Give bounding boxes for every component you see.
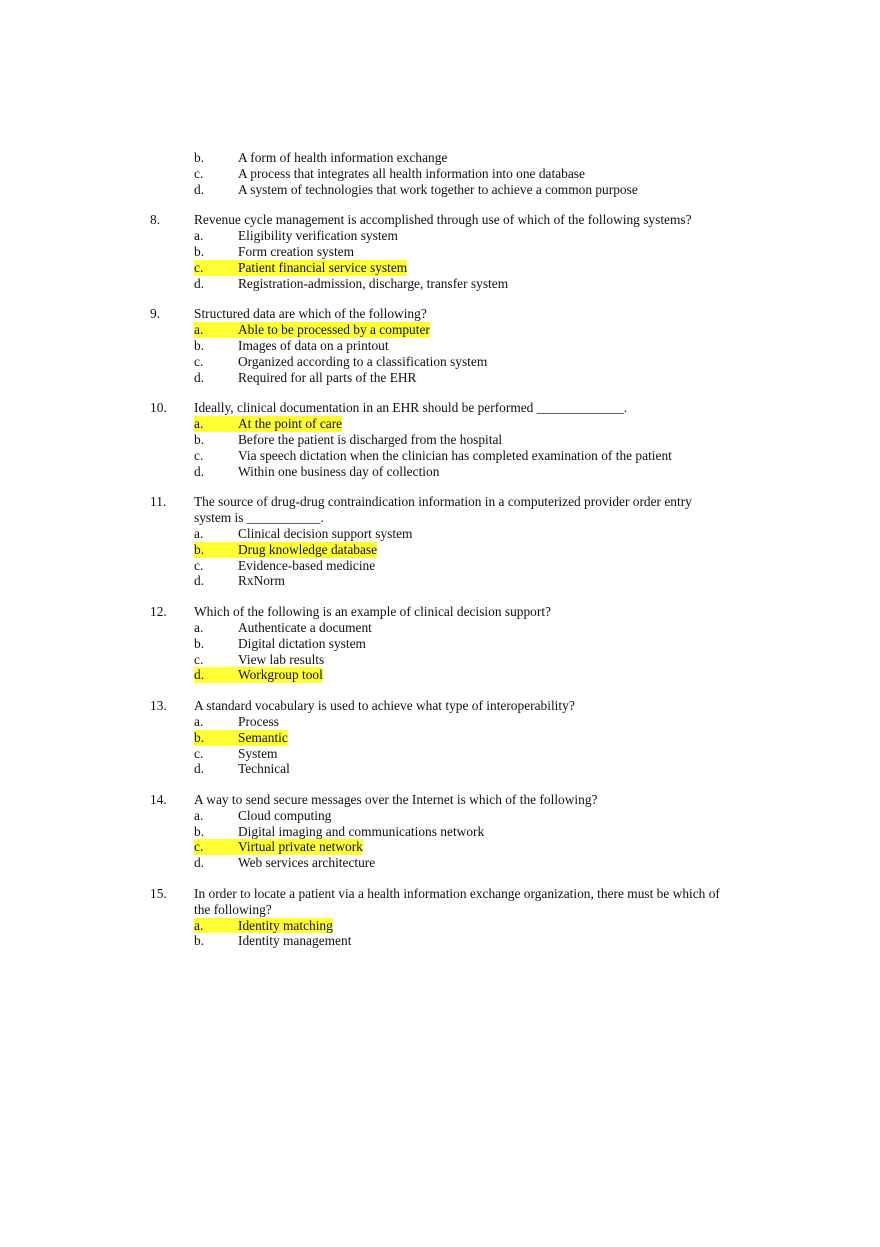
option-body [194, 338, 389, 354]
option-body [194, 464, 439, 480]
question-stem [0, 604, 880, 620]
option-body [194, 150, 447, 166]
option-body [194, 354, 487, 370]
option-text: Virtual private network [238, 839, 363, 855]
option-letter: d. [194, 275, 205, 291]
answer-option [0, 620, 880, 636]
question-stem [0, 400, 880, 416]
question-number: 8. [150, 212, 161, 228]
option-letter: b. [194, 431, 205, 447]
option-body [194, 855, 375, 871]
option-letter: a. [194, 917, 204, 933]
option-letter: c. [194, 353, 204, 369]
option-letter: d. [194, 573, 205, 589]
answer-option [0, 714, 880, 730]
option-body [194, 558, 375, 574]
option-text: Eligibility verification system [238, 228, 398, 244]
option-letter: d. [194, 181, 205, 197]
answer-option [0, 150, 880, 166]
option-letter: a. [194, 228, 204, 244]
question-text: A way to send secure messages over the Internet is which of the following? [194, 792, 598, 808]
option-text: Patient financial service system [238, 259, 408, 275]
option-letter: a. [194, 619, 204, 635]
option-letter: c. [194, 447, 204, 463]
option-body [194, 166, 585, 182]
option-letter: d. [194, 761, 205, 777]
question-document [0, 150, 880, 964]
question-number: 9. [150, 306, 161, 322]
option-text: Before the patient is discharged from the hospital [238, 431, 503, 447]
option-letter: c. [194, 259, 204, 275]
option-letter: c. [194, 745, 204, 761]
answer-option [0, 573, 880, 589]
option-letter: b. [194, 635, 205, 651]
question-stem [0, 212, 880, 228]
answer-option [0, 260, 880, 276]
option-letter: d. [194, 369, 205, 385]
answer-option [0, 370, 880, 386]
option-text: Within one business day of collection [238, 463, 440, 479]
option-text: System [238, 745, 278, 761]
answer-option [0, 746, 880, 762]
option-text: Organized according to a classification system [238, 353, 488, 369]
question-number: 12. [150, 604, 167, 620]
answer-option [0, 448, 880, 464]
option-text: Images of data on a printout [238, 337, 389, 353]
answer-option [0, 730, 880, 746]
answer-highlight [194, 322, 430, 338]
question-text: Revenue cycle management is accomplished through use of which of the following systems? [194, 212, 692, 228]
answer-option [0, 464, 880, 480]
question-block [0, 306, 880, 385]
option-letter: c. [194, 557, 204, 573]
option-body [194, 714, 279, 730]
option-text: Web services architecture [238, 855, 376, 871]
question-list [0, 212, 880, 949]
question-number: 13. [150, 698, 167, 714]
answer-option [0, 824, 880, 840]
option-body [194, 746, 277, 762]
answer-highlight [194, 542, 377, 558]
question-text: Ideally, clinical documentation in an EHR should be performed _____________. [194, 400, 628, 416]
answer-option [0, 918, 880, 934]
question-number: 11. [150, 494, 167, 510]
option-body [194, 276, 508, 292]
answer-highlight [194, 839, 363, 855]
answer-option [0, 636, 880, 652]
option-text: Digital imaging and communications network [238, 823, 485, 839]
option-body [194, 228, 398, 244]
answer-option [0, 526, 880, 542]
question-number: 15. [150, 886, 167, 902]
option-text: Process [238, 713, 279, 729]
option-body [194, 761, 290, 777]
question-stem [0, 494, 880, 526]
option-text: RxNorm [238, 573, 285, 589]
question-number: 10. [150, 400, 167, 416]
option-body [194, 526, 412, 542]
option-text: Workgroup tool [238, 667, 323, 683]
option-body [194, 808, 331, 824]
option-text: At the point of care [238, 416, 343, 432]
answer-option [0, 933, 880, 949]
answer-option [0, 338, 880, 354]
question-stem [0, 886, 880, 918]
option-letter: d. [194, 855, 205, 871]
answer-option [0, 182, 880, 198]
answer-option [0, 354, 880, 370]
option-letter: a. [194, 322, 204, 338]
answer-option [0, 244, 880, 260]
option-text: Authenticate a document [238, 619, 372, 635]
option-body [194, 432, 502, 448]
option-text: Able to be processed by a computer [238, 322, 430, 338]
option-letter: a. [194, 525, 204, 541]
answer-option [0, 228, 880, 244]
answer-option [0, 652, 880, 668]
option-letter: b. [194, 933, 205, 949]
question-stem [0, 792, 880, 808]
continuation-options [0, 150, 880, 197]
option-text: Evidence-based medicine [238, 557, 376, 573]
option-letter: b. [194, 541, 205, 557]
option-letter: a. [194, 807, 204, 823]
option-body [194, 620, 372, 636]
question-text: Which of the following is an example of clinical decision support? [194, 604, 551, 620]
option-letter: b. [194, 337, 205, 353]
option-letter: b. [194, 729, 205, 745]
option-text: Required for all parts of the EHR [238, 369, 417, 385]
question-text: The source of drug-drug contraindication information in a computerized provider order entry system is ___________. [194, 494, 692, 526]
option-letter: b. [194, 243, 205, 259]
option-body [194, 182, 638, 198]
option-text: Semantic [238, 729, 288, 745]
question-number: 14. [150, 792, 167, 808]
answer-option [0, 276, 880, 292]
option-text: A system of technologies that work together to achieve a common purpose [238, 181, 638, 197]
option-body [194, 573, 285, 589]
question-text: A standard vocabulary is used to achieve what type of interoperability? [194, 698, 575, 714]
option-text: Registration-admission, discharge, transfer system [238, 275, 509, 291]
answer-option [0, 432, 880, 448]
option-letter: a. [194, 713, 204, 729]
question-block [0, 494, 880, 589]
answer-option [0, 839, 880, 855]
option-body [194, 636, 366, 652]
answer-option [0, 761, 880, 777]
option-body [194, 370, 417, 386]
question-block [0, 886, 880, 949]
option-text: A process that integrates all health information into one database [238, 165, 585, 181]
option-letter: b. [194, 150, 205, 165]
answer-option [0, 542, 880, 558]
answer-highlight [194, 260, 407, 276]
question-stem [0, 698, 880, 714]
answer-option [0, 667, 880, 683]
option-body [194, 824, 484, 840]
answer-highlight [194, 416, 342, 432]
question-block [0, 792, 880, 871]
option-text: Digital dictation system [238, 635, 366, 651]
option-letter: a. [194, 416, 204, 432]
question-text: Structured data are which of the following? [194, 306, 427, 322]
option-text: Cloud computing [238, 807, 332, 823]
answer-option [0, 808, 880, 824]
answer-highlight [194, 730, 288, 746]
question-text: In order to locate a patient via a health information exchange organization, there must be which of the following? [194, 886, 720, 917]
answer-option [0, 416, 880, 432]
option-text: View lab results [238, 651, 325, 667]
option-text: Via speech dictation when the clinician has completed examination of the patient [238, 447, 672, 463]
option-letter: b. [194, 823, 205, 839]
option-text: Technical [238, 761, 290, 777]
option-body [194, 652, 324, 668]
option-text: Identity management [238, 933, 352, 949]
question-block [0, 604, 880, 683]
question-stem [0, 306, 880, 322]
option-body [194, 448, 672, 464]
answer-option [0, 855, 880, 871]
answer-option [0, 322, 880, 338]
option-text: A form of health information exchange [238, 150, 448, 165]
answer-highlight [194, 667, 323, 683]
option-text: Clinical decision support system [238, 525, 413, 541]
option-letter: d. [194, 667, 205, 683]
option-body [194, 244, 354, 260]
option-text: Form creation system [238, 243, 355, 259]
option-letter: c. [194, 651, 204, 667]
option-body [194, 933, 351, 949]
option-text: Identity matching [238, 917, 333, 933]
option-text: Drug knowledge database [238, 541, 378, 557]
answer-highlight [194, 918, 333, 934]
answer-option [0, 558, 880, 574]
question-block [0, 698, 880, 777]
option-letter: c. [194, 839, 204, 855]
answer-option [0, 166, 880, 182]
question-block [0, 400, 880, 479]
question-block [0, 212, 880, 291]
option-letter: d. [194, 463, 205, 479]
option-letter: c. [194, 165, 204, 181]
